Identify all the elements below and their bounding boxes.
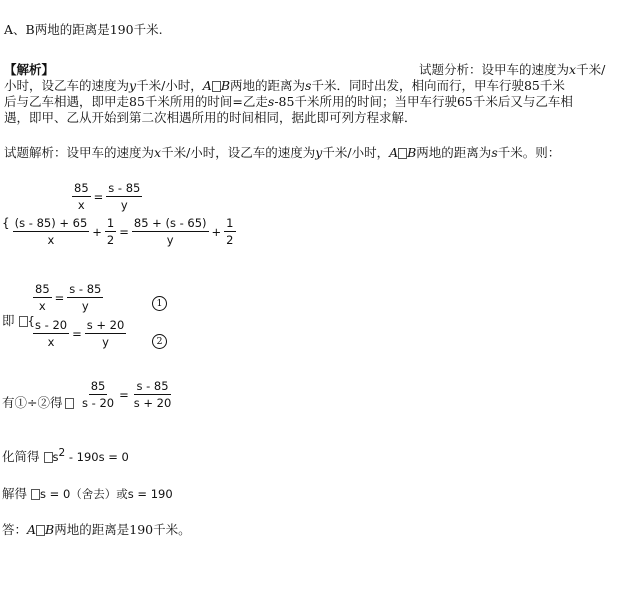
var-x: x — [569, 62, 577, 77]
equals-sign: = — [93, 189, 104, 204]
answer-line — [2, 522, 191, 538]
simplify-text: 化简得 — [2, 449, 40, 465]
var-A: A — [27, 522, 37, 537]
analysis-label: 【解析】 — [4, 62, 55, 77]
divide-text: 有①÷②得 — [2, 395, 63, 410]
var-A: A — [202, 78, 212, 93]
analysis-text: 千米．同时出发，相向而行，甲车行驶85千米 — [311, 78, 565, 93]
equals-sign: = — [119, 224, 129, 239]
ji-label: 即 — [2, 313, 15, 328]
numerator: 85 — [74, 181, 89, 195]
analysis-text: 试题分析：设甲车的速度为 — [419, 62, 570, 77]
missing-glyph-box — [36, 525, 45, 536]
numerator: s - 85 — [136, 379, 169, 393]
simplify-line — [2, 445, 129, 465]
var-B: B — [407, 145, 417, 160]
denominator: s + 20 — [133, 396, 172, 410]
fraction — [80, 379, 116, 410]
var-s: s — [267, 94, 275, 109]
missing-glyph-box — [65, 398, 74, 409]
fraction — [72, 181, 91, 212]
solution-text: 千米。则： — [497, 145, 561, 160]
numerator: 85 + (s - 65) — [133, 216, 207, 230]
analysis-line-1 — [419, 62, 605, 78]
fraction — [33, 318, 69, 349]
plus-sign: + — [211, 224, 222, 239]
system-row-1 — [33, 282, 103, 313]
fraction — [105, 216, 116, 247]
simplify-expr: s — [52, 450, 59, 465]
fraction — [132, 216, 209, 247]
equation-1 — [72, 181, 142, 212]
var-s: s — [491, 145, 498, 160]
numerator: s + 20 — [86, 318, 125, 332]
tag-circle-2: 2 — [152, 334, 167, 349]
missing-glyph-box — [31, 489, 40, 500]
analysis-text: 两地的距离为 — [230, 78, 306, 93]
fraction — [224, 216, 235, 247]
simplify-expr: - 190s = 0 — [65, 450, 129, 465]
equation-2 — [2, 216, 236, 247]
var-B: B — [220, 78, 231, 93]
analysis-line-4: 遇，即甲、乙从开始到第二次相遇所用的时间相同，据此即可列方程求解． — [4, 110, 417, 125]
solution-text: 两地的距离为 — [416, 145, 492, 160]
numerator: s - 20 — [35, 318, 68, 332]
var-x: x — [154, 145, 162, 160]
denominator: y — [81, 299, 89, 313]
denominator: 2 — [226, 233, 234, 247]
answer-label: 答： — [2, 522, 28, 537]
denominator: y — [102, 335, 109, 349]
plus-sign: + — [92, 224, 102, 239]
system-row-2 — [33, 318, 126, 349]
denominator: x — [77, 198, 85, 212]
equals-sign: = — [54, 290, 65, 305]
var-B: B — [45, 522, 55, 537]
missing-glyph-box — [398, 148, 407, 159]
missing-glyph-box — [19, 316, 28, 327]
fraction — [85, 318, 127, 349]
analysis-line-3 — [4, 94, 573, 110]
numerator: (s - 85) + 65 — [14, 216, 88, 230]
solution-text: 千米/小时，设乙车的速度为 — [161, 145, 316, 160]
brace: { — [2, 216, 10, 230]
numerator: 85 — [35, 282, 50, 296]
analysis-text: 后与乙车相遇，即甲走85千米所用的时间=乙走 — [4, 94, 268, 109]
fraction — [67, 282, 103, 313]
numerator: 1 — [106, 216, 115, 230]
system-label — [2, 313, 35, 329]
solution-text: 试题解析：设甲车的速度为 — [4, 145, 155, 160]
analysis-text: 小时，设乙车的速度为 — [4, 78, 130, 93]
denominator: 2 — [106, 233, 115, 247]
denominator: x — [47, 233, 55, 247]
numerator: s - 85 — [69, 282, 102, 296]
var-s: s — [305, 78, 312, 93]
missing-glyph-box — [212, 81, 221, 92]
solution-intro — [4, 145, 560, 161]
fraction — [106, 181, 142, 212]
fraction — [13, 216, 90, 247]
numerator: s - 85 — [108, 181, 141, 195]
denominator: x — [47, 335, 55, 349]
denominator: s - 20 — [82, 396, 115, 410]
denominator: y — [166, 233, 174, 247]
analysis-text: -85千米所用的时间；当甲车行驶65千米后又与乙车相 — [274, 94, 573, 109]
denominator: y — [120, 198, 128, 212]
equals-sign: = — [119, 387, 129, 402]
analysis-text: 千米/ — [576, 62, 606, 77]
missing-glyph-box — [44, 452, 53, 463]
equals-sign: = — [72, 326, 82, 341]
divide-label — [2, 395, 74, 411]
brace: { — [27, 314, 35, 328]
var-y: y — [129, 78, 137, 93]
solve-line — [2, 486, 173, 502]
analysis-text: 千米/小时， — [136, 78, 203, 93]
fraction — [33, 282, 52, 313]
answer-text: 两地的距离是190千米。 — [54, 522, 191, 537]
divide-equation — [80, 379, 173, 410]
denominator: x — [38, 299, 46, 313]
exponent: 2 — [58, 447, 66, 459]
numerator: 85 — [90, 379, 106, 393]
var-y: y — [315, 145, 323, 160]
tag-circle-1: 1 — [152, 296, 167, 311]
solution-text: 千米/小时， — [322, 145, 390, 160]
solve-text: 解得 — [2, 486, 28, 501]
fraction — [132, 379, 174, 410]
numerator: 1 — [226, 216, 234, 230]
solve-expr: s = 0（舍去）或s = 190 — [40, 487, 173, 501]
result-line: A、B两地的距离是190千米. — [4, 22, 163, 37]
analysis-line-2 — [4, 78, 565, 94]
var-A: A — [389, 145, 399, 160]
